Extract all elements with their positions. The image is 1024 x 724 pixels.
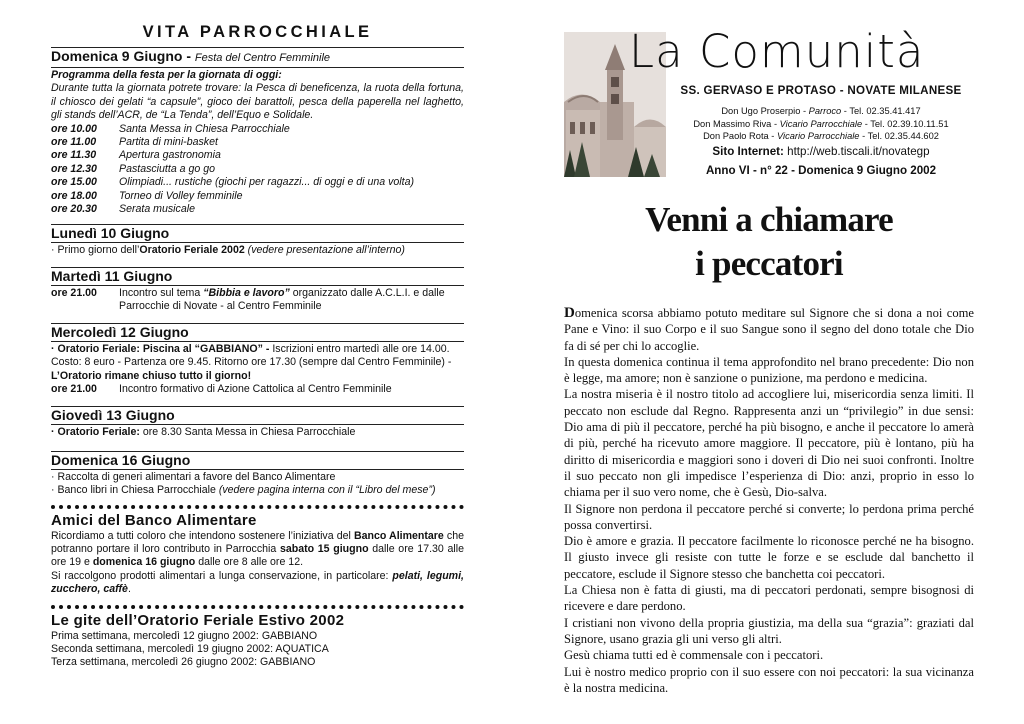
clergy-line: Don Paolo Rota - Vicario Parrocchiale - Tel. 02.35.44.602 <box>703 131 939 142</box>
parish-name: SS. GERVASO E PROTASO - NOVATE MILANESE <box>680 84 962 97</box>
trips-notice <box>51 612 464 670</box>
day-heading: Domenica 9 Giugno - Festa del Centro Femminile <box>51 48 464 68</box>
program-label: Programma della festa per la giornata di oggi: <box>51 69 282 81</box>
schedule-row: ore 18.00 Torneo di Volley femminile <box>51 189 243 202</box>
program-intro: Durante tutta la giornata potrete trovare: la Pesca di beneficenza, la ruota della fortuna, il chiosco dei gelati “a capsule”, gioco dei barattoli, pesca della paperella nel laghetto, gli stands dell’ACR, de “La Tenda”, dell’Equo e Solidale. <box>51 82 464 122</box>
event-line: · Raccolta di generi alimentari a favore del Banco Alimentare <box>51 470 336 483</box>
event-line: · Banco libri in Chiesa Parrocchiale (vedere pagina interna con il “Libro del mese”) <box>51 484 436 497</box>
schedule-row: ore 10.00 Santa Messa in Chiesa Parrocchiale <box>51 122 290 135</box>
section-title: VITA PARROCCHIALE <box>142 23 373 41</box>
schedule-row: ore 12.30 Pastasciutta a go go <box>51 162 215 175</box>
event-day-sunday-16 <box>51 451 464 498</box>
issue-info: Anno VI - n° 22 - Domenica 9 Giugno 2002 <box>705 164 937 177</box>
article-paragraph: La Chiesa non è fatta di giusti, ma di peccatori perdonati, sempre bisognosi di ricevere e dare perdono. <box>564 583 974 614</box>
event-line: · Oratorio Feriale: ore 8.30 Santa Messa in Chiesa Parrocchiale <box>51 426 356 439</box>
clergy-list <box>668 105 974 143</box>
dotted-divider <box>51 505 464 509</box>
event-line: · Primo giorno dell’Oratorio Feriale 2002 (vedere presentazione all’interno) <box>51 244 405 257</box>
masthead-title: La Comunità <box>629 25 925 78</box>
article-paragraph: Dio è amore e grazia. Il peccatore facilmente lo riconosce perché ne ha bisogno. Il giusto invece gli resiste con tutte le forze e se esclude dal banchetto il peccatore, esclude il Signore stesso che banchetta coi peccatori. <box>564 534 974 581</box>
schedule-row: ore 20.30 Serata musicale <box>51 203 195 216</box>
clergy-line: Don Massimo Riva - Vicario Parrocchiale - Tel. 02.39.10.11.51 <box>693 118 949 129</box>
parish-life-column <box>51 22 464 670</box>
article-paragraph: In questa domenica continua il tema approfondito nel brano precedente: Dio non è legge, ma amore; non è sanzione o punizione, ma perdono e medicina. <box>564 354 974 386</box>
trip-line: Prima settimana, mercoledì 12 giugno 2002: GABBIANO <box>51 629 318 642</box>
event-day-wednesday-12 <box>51 323 464 397</box>
clergy-line: Don Ugo Proserpio - Parroco - Tel. 02.35.41.417 <box>721 106 921 116</box>
article-headline: Venni a chiamare i peccatori <box>645 200 893 283</box>
schedule-row: ore 11.00 Partita di mini-basket <box>51 136 218 149</box>
day-heading: Martedì 11 Giugno <box>51 268 464 286</box>
trip-line: Seconda settimana, mercoledì 19 giugno 2002: AQUATICA <box>51 642 329 655</box>
website-line: Sito Internet: http://web.tiscali.it/novategp <box>712 145 930 158</box>
website-link[interactable]: http://web.tiscali.it/novategp <box>787 145 930 158</box>
article-paragraph: Gesù chiama tutti ed è commensale con i peccatori. <box>564 648 824 663</box>
event-day-monday-10 <box>51 224 464 257</box>
notice-heading: Amici del Banco Alimentare <box>51 511 257 529</box>
event-line: ore 21.00 Incontro sul tema “Bibbia e lavoro” organizzato dalle A.C.L.I. e dalle Parrocchie di Novate - al Centro Femminile <box>51 286 445 313</box>
food-bank-notice <box>51 512 464 597</box>
dotted-divider <box>51 605 464 609</box>
trip-line: Terza settimana, mercoledì 26 giugno 2002: GABBIANO <box>51 656 316 669</box>
schedule-row: ore 15.00 Olimpiadi... rustiche (giochi per ragazzi... di oggi e di una volta) <box>51 176 415 189</box>
article-paragraph: La nostra miseria è il nostro titolo ad accogliere lui, misericordia senza limiti. Il peccato non esclude dal Regno. Rappresenta anzi un “privilegio” in due sensi: Dio ama di più il peccatore, perché ha più bisogno, e anche il peccatore lo amerà di più, perché ha ricevuto amore maggiore. Il peccatore, più è lontano, più ha diritto di misericordia e maggiori sono i doveri di Dio nei suoi confronti. Inoltre il suo peccato non gli impedisce l’esperienza di Dio: anzi, proprio in esso lo chiama per il suo vero nome, che è Gesù, Dio-salva. <box>564 387 974 500</box>
notice-heading: Le gite dell’Oratorio Feriale Estivo 2002 <box>51 611 345 629</box>
article-paragraph: Il Signore non perdona il peccatore perché si converte; lo perdona prima perché possa convertirsi. <box>564 501 974 532</box>
article-body <box>564 305 974 696</box>
event-line: ore 21.00 Incontro formativo di Azione Cattolica al Centro Femminile <box>51 382 392 395</box>
notice-text: Ricordiamo a tutti coloro che intendono sostenere l’iniziativa del Banco Alimentare che potranno portare il loro contributo in Parrocchia sabato 15 giugno dalle ore 17.30 alle ore 19 e domenica 16 giugno dalle ore 8 alle ore 12. <box>51 529 464 569</box>
day-heading: Domenica 16 Giugno <box>51 452 464 470</box>
event-day-thursday-13 <box>51 406 464 439</box>
drop-cap: D <box>564 305 575 321</box>
day-heading: Mercoledì 12 Giugno <box>51 324 464 342</box>
event-day-sunday-9 <box>51 47 464 216</box>
schedule-row: ore 11.30 Apertura gastronomia <box>51 149 221 162</box>
event-day-tuesday-11 <box>51 267 464 314</box>
day-heading: Lunedì 10 Giugno <box>51 225 464 243</box>
notice-text: Si raccolgono prodotti alimentari a lunga conservazione, in particolare: pelati, legumi, zucchero, caffè. <box>51 569 464 596</box>
day-heading: Giovedì 13 Giugno <box>51 407 464 425</box>
article-paragraph: I cristiani non vivono della propria giustizia, ma della sua “grazia”: graziati dal Signore, usano grazia gli uni verso gli altri. <box>564 615 974 646</box>
article-paragraph: Lui è nostro medico proprio con il suo essere con noi peccatori: la sua vicinanza è la nostra medicina. <box>564 664 974 695</box>
event-line: · Oratorio Feriale: Piscina al “GABBIANO” - Iscrizioni entro martedì alle ore 14.00. Costo: 8 euro - Partenza ore 9.45. Ritorno ore 17.30 (sempre dal Centro Femminile) - L’Oratorio rimane chiuso tutto il giorno! <box>51 342 452 382</box>
schedule-list <box>51 123 464 217</box>
article-paragraph: Domenica scorsa abbiamo potuto meditare sul Signore che si dona a noi come Pane e Vino: il suo Corpo e il suo Sangue sono il segno del dono totale che Dio fa di sé per chi lo accoglie. <box>564 305 974 353</box>
